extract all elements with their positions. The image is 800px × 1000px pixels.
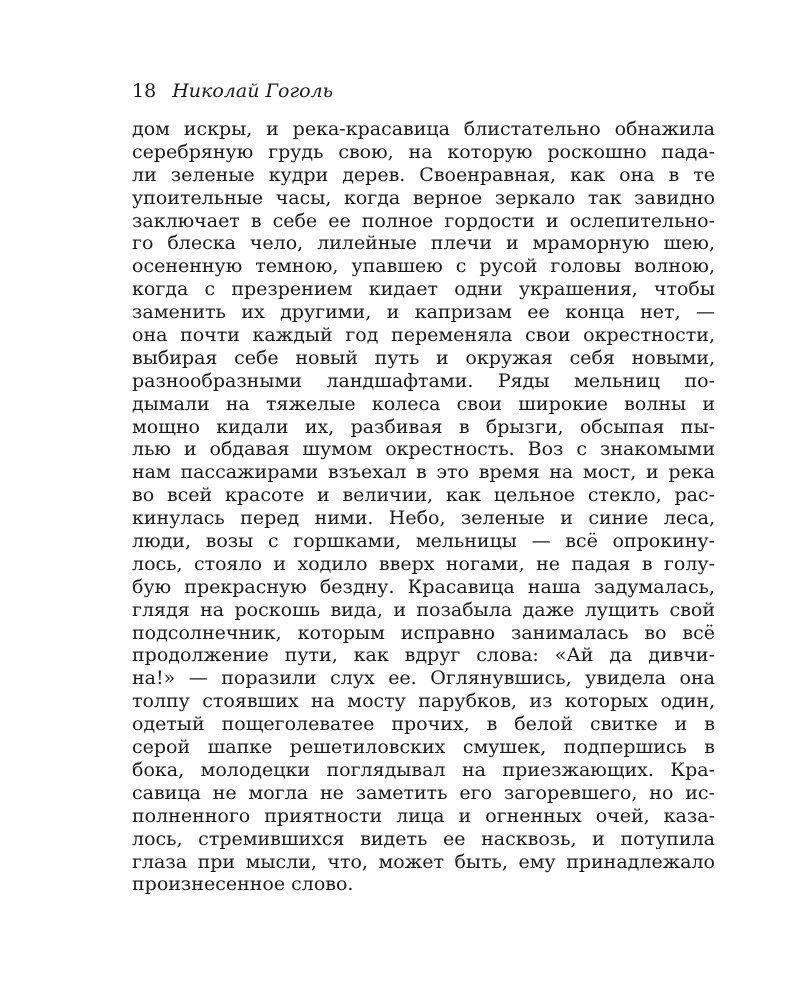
running-title: Николай Гоголь <box>172 80 333 102</box>
text-line: одетый пощеголеватее прочих, в белой свитке и в <box>132 713 715 736</box>
text-line: мощно кидали их, разбивая в брызги, обсыпая пы- <box>132 415 715 438</box>
text-line: полненного приятности лица и огненных очей, каза- <box>132 804 715 827</box>
text-line: глаза при мысли, что, может быть, ему принадлежало <box>132 850 715 873</box>
text-line: го блеска чело, лилейные плечи и мраморную шею, <box>132 232 715 255</box>
text-line: заменить их другими, и капризам ее конца нет, — <box>132 301 715 324</box>
text-line: ли зеленые кудри дерев. Своенравная, как она в те <box>132 163 715 186</box>
text-line: савица не могла не заметить его загоревшего, но ис- <box>132 781 715 804</box>
text-line: во всей красоте и величии, как цельное стекло, рас- <box>132 484 715 507</box>
text-line: подсолнечник, которым исправно занималась во всё <box>132 621 715 644</box>
text-line: осененную темною, упавшею с русой головы волною, <box>132 255 715 278</box>
body-text <box>132 118 715 896</box>
text-line: люди, возы с горшками, мельницы — всё опрокину- <box>132 530 715 553</box>
text-line: дом искры, и река-красавица блистательно обнажила <box>132 118 715 140</box>
text-line: серой шапке решетиловских смушек, подпершись в <box>132 736 715 759</box>
text-line: продолжение пути, как вдруг слова: «Ай да дивчи- <box>132 644 715 667</box>
text-line: кинулась перед ними. Небо, зеленые и синие леса, <box>132 507 715 530</box>
text-line: дымали на тяжелые колеса свои широкие волны и <box>132 392 715 415</box>
text-line: бока, молодецки поглядывал на приезжающих. Кра- <box>132 758 715 781</box>
text-line: выбирая себе новый путь и окружая себя новыми, <box>132 346 715 369</box>
text-line: глядя на роскошь вида, и позабыла даже лущить свой <box>132 598 715 621</box>
text-line: заключает в себе ее полное гордости и ослепительно- <box>132 209 715 232</box>
text-line: нам пассажирами взъехал в это время на мост, и река <box>132 461 715 484</box>
text-line: когда с презрением кидает одни украшения, чтобы <box>132 278 715 301</box>
text-line: лось, стремившихся видеть ее насквозь, и потупила <box>132 827 715 850</box>
text-line: лось, стояло и ходило вверх ногами, не падая в голу- <box>132 552 715 575</box>
running-head <box>132 80 712 108</box>
text-line: на!» — поразили слух ее. Оглянувшись, увидела она <box>132 667 715 690</box>
page-number: 18 <box>132 80 157 102</box>
text-line: разнообразными ландшафтами. Ряды мельниц по- <box>132 369 715 392</box>
text-line: произнесенное слово. <box>132 873 354 896</box>
text-line: толпу стоявших на мосту парубков, из которых один, <box>132 690 715 713</box>
text-line: серебряную грудь свою, на которую роскошно пада- <box>132 140 715 163</box>
text-line: бую прекрасную бездну. Красавица наша задумалась, <box>132 575 715 598</box>
text-line: лью и обдавая шумом окрестность. Воз с знакомыми <box>132 438 715 461</box>
text-line: она почти каждый год переменяла свои окрестности, <box>132 324 715 347</box>
text-line: упоительные часы, когда верное зеркало так завидно <box>132 186 715 209</box>
